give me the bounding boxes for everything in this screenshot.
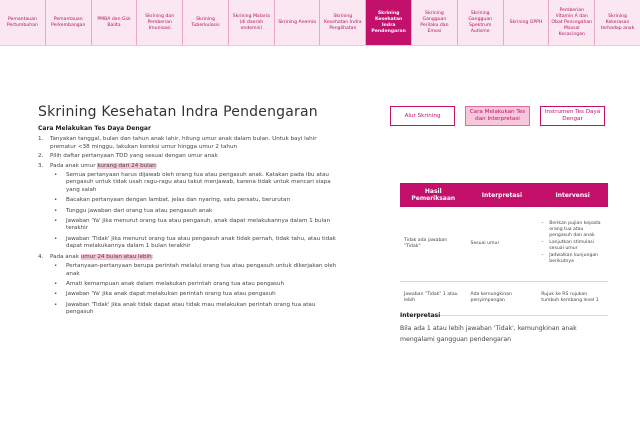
step-number: 2. — [38, 153, 44, 160]
step-prefix: Pada anak — [50, 253, 81, 260]
step-item — [38, 136, 338, 151]
tab-skrining-perilaku-emosi[interactable]: Skrining Gangguan Perilaku dan Emosi — [412, 0, 458, 45]
tab-skrining-autisme[interactable]: Skrining Gangguan Spektrum Autisme — [458, 0, 504, 45]
table-row — [400, 281, 608, 315]
step-item — [38, 153, 338, 160]
step-text: Pilih daftar pertanyaan TDD yang sesuai dengan umur anak — [50, 153, 218, 160]
tab-skrining-tuberkulosis[interactable]: Skrining Tuberkulosis — [183, 0, 229, 45]
top-nav — [0, 0, 640, 46]
interpretation-heading: Interpretasi — [400, 312, 441, 319]
list-item-text: Jawaban 'Tidak' jika menurut orang tua atau pengasuh anak tidak pernah, tidak tahu, atau tidak dapat melakukannya dalam 1 bulan terakhir — [66, 235, 336, 250]
table-row — [400, 207, 608, 281]
list-item-text: Bacakan pertanyaan dengan lambat, jelas dan nyaring, satu persatu, berurutan — [66, 197, 291, 204]
list-item: • Pertanyaan-pertanyaan berupa perintah melalui orang tua atau pengasuh untuk dikerjakan oleh anak — [54, 263, 337, 277]
list-item-text: Lanjutkan stimulasi sesuai umur — [549, 240, 594, 252]
list-item: • Amati kemampuan anak dalam melakukan perintah orang tua atau pengasuh — [54, 280, 285, 287]
list-item-text: Amati kemampuan anak dalam melakukan perintah orang tua atau pengasuh — [66, 280, 285, 287]
list-item: • Jawaban 'Ya' jika anak dapat melakukan perintah orang tua atau pengasuh — [54, 291, 276, 298]
tab-skrining-malaria[interactable]: Skrining Malaria (di daerah endemis) — [229, 0, 275, 45]
page-title: Skrining Kesehatan Indra Pendengaran — [38, 104, 318, 120]
results-table — [400, 183, 608, 316]
step-text — [50, 163, 158, 170]
step-suffix: : — [155, 162, 158, 169]
tab-pemantauan-perkembangan[interactable]: Pemantauan Perkembangan — [46, 0, 92, 45]
tab-vitamin-a-kecacingan[interactable]: Pemberian Vitamin A dan Obat Pencegahan Massal Kecacingan — [549, 0, 595, 45]
table-cell: Tidak ada jawaban "Tidak" — [400, 207, 467, 281]
list-item-text: Jadwalkan kunjungan berikutnya — [549, 253, 599, 265]
list-item: • Jawaban 'Ya' jika menurut orang tua atau pengasuh, anak dapat melakukannya dalam 1 bulan terakhir — [54, 218, 338, 233]
interpretation-text: Bila ada 1 atau lebih jawaban 'Tidak', kemungkinan anak mengalami gangguan pendengaran — [400, 325, 577, 343]
column-header: Interpretasi — [467, 183, 538, 207]
instructions-heading: Cara Melakukan Tes Daya Dengar — [38, 125, 151, 132]
list-item: • Bacakan pertanyaan dengan lambat, jelas dan nyaring, satu persatu, berurutan — [54, 197, 291, 204]
table-cell: Rujuk ke RS rujukan tumbuh kembang level 1 — [537, 281, 608, 315]
list-item-text: Semua pertanyaan harus dijawab oleh orang tua atau pengasuh anak. Katakan pada ibu atau pengasuh untuk tidak usah ragu-ragu atau takut menjawab, karena tidak untuk mencari siapa yang salah — [66, 172, 331, 193]
step-text: Tanyakan tanggal, bulan dan tahun anak lahir, hitung umur anak dalam bulan. Untuk bayi lahir prematur <38 minggu, lakukan koreksi umur hingga umur 2 tahun — [50, 136, 317, 150]
instrumen-tes-button[interactable]: Instrumen Tes Daya Dengar — [540, 106, 605, 126]
step-item — [38, 254, 338, 261]
table-cell: Ada kemungkinan penyimpangan — [467, 281, 538, 315]
tab-skrining-gpph[interactable]: Skrining GPPH — [504, 0, 550, 45]
list-item-text: Jawaban 'Tidak' jika anak tidak dapat atau tidak mau melakukan perintah orang tua atau pengasuh — [66, 301, 316, 316]
step-text — [50, 254, 154, 261]
intervention-list — [541, 221, 604, 265]
list-item: • Tunggu jawaban dari orang tua atau pengasuh anak — [54, 207, 213, 214]
table-cell — [537, 207, 608, 281]
list-item: – Lanjutkan stimulasi sesuai umur — [541, 240, 604, 252]
age-highlight: kurang dari 24 bulan — [97, 162, 156, 169]
table-cell: Sesuai umur — [467, 207, 538, 281]
step-number: 4. — [38, 253, 44, 260]
column-header: Intervensi — [537, 183, 608, 207]
list-item: – Berikan pujian kepada orang tua atau pengasuh dan anak — [541, 221, 604, 239]
tab-skrining-imunisasi[interactable]: Skrining dan Pemberian Imunisasi — [137, 0, 183, 45]
list-item: – Jadwalkan kunjungan berikutnya — [541, 253, 604, 265]
list-item-text: Jawaban 'Ya' jika menurut orang tua atau pengasuh, anak dapat melakukannya dalam 1 bulan terakhir — [66, 218, 331, 232]
step-number: 3. — [38, 162, 44, 169]
table-cell: Jawaban "Tidak" 1 atau lebih — [400, 281, 467, 315]
section-buttons — [390, 106, 605, 126]
tab-skrining-kekerasan[interactable]: Skrining Kekerasan terhadap anak — [600, 13, 635, 31]
instructions — [38, 125, 338, 320]
step-prefix: Pada anak umur — [50, 162, 98, 169]
step-number: 1. — [38, 136, 44, 143]
step-item — [38, 163, 338, 170]
column-header: Hasil Pemeriksaan — [400, 183, 467, 207]
tab-skrining-pendengaran[interactable]: Skrining Kesehatan Indra Pendengaran — [366, 0, 412, 45]
alur-skrining-button[interactable]: Alur Skrining — [390, 106, 455, 126]
tab-skrining-penglihatan[interactable]: Skrining Kesehatan Indra Penglihatan — [320, 0, 366, 45]
list-item: • Jawaban 'Tidak' jika anak tidak dapat atau tidak mau melakukan perintah orang tua atau pengasuh — [54, 302, 338, 317]
tab-pemantauan-pertumbuhan[interactable]: Pemantauan Pertumbuhan — [0, 0, 46, 45]
age-highlight: umur 24 bulan atau lebih — [80, 253, 152, 260]
step-suffix: : — [151, 253, 154, 260]
cara-tes-interpretasi-button[interactable]: Cara Melakukan Tes dan Interpretasi — [465, 106, 530, 126]
list-item-text: Jawaban 'Ya' jika anak dapat melakukan perintah orang tua atau pengasuh — [66, 291, 276, 298]
tab-skrining-anemia[interactable]: Skrining Anemia — [275, 0, 321, 45]
list-item-text: Tunggu jawaban dari orang tua atau pengasuh anak — [66, 207, 213, 214]
list-item: • Jawaban 'Tidak' jika menurut orang tua atau pengasuh anak tidak pernah, tidak tahu, atau tidak dapat melakukannya dalam 1 bulan terakhir — [54, 236, 338, 251]
tab-pmba-gizi-balita[interactable]: PMBA dan Gizi Balita — [92, 0, 138, 45]
list-item-text: Pertanyaan-pertanyaan berupa perintah melalui orang tua atau pengasuh untuk dikerjakan oleh anak — [66, 263, 337, 277]
table-header-row — [400, 183, 608, 207]
list-item-text: Berikan pujian kepada orang tua atau pengasuh dan anak — [549, 221, 601, 239]
list-item: • Semua pertanyaan harus dijawab oleh orang tua atau pengasuh anak. Katakan pada ibu atau pengasuh untuk tidak usah ragu-ragu atau takut menjawab, karena tidak untuk mencari siapa yang salah — [54, 172, 338, 194]
